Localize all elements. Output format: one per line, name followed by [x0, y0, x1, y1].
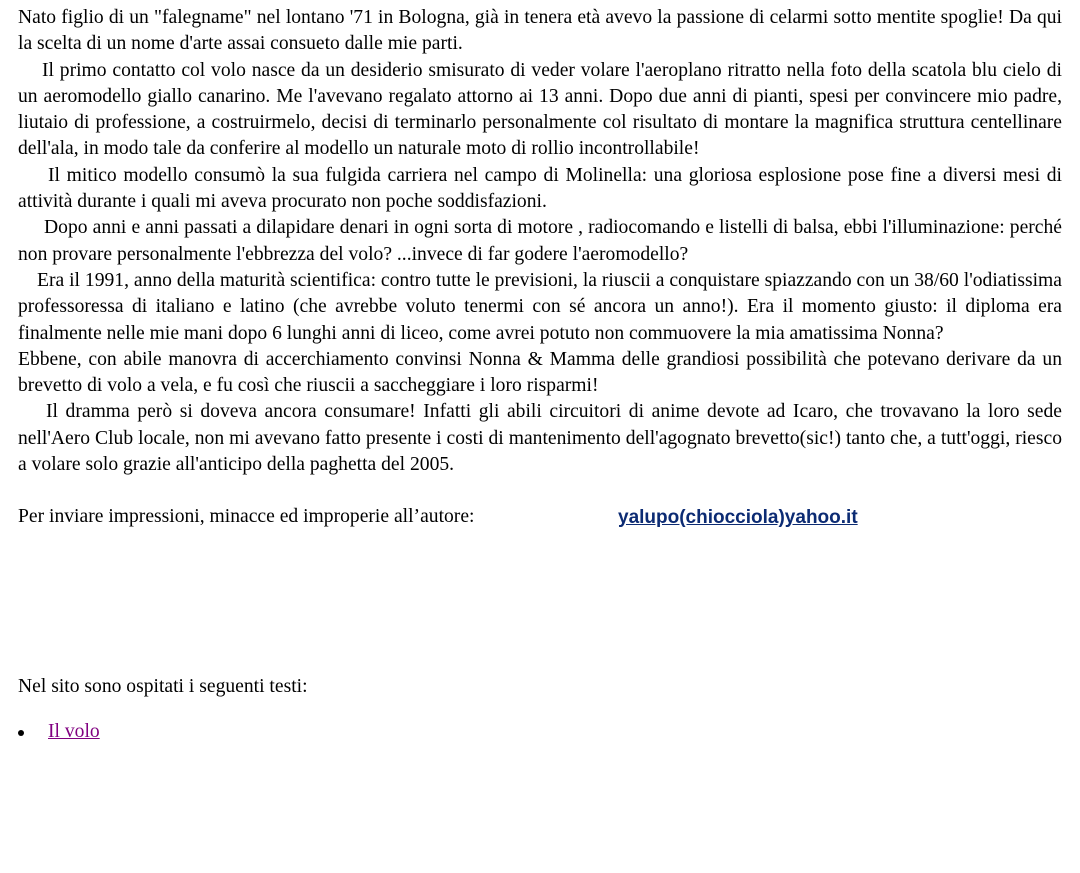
list-item — [18, 719, 100, 745]
bio-paragraph-7: Il dramma però si doveva ancora consumare! Infatti gli abili circuitori di anime devote ad Icaro, che trovavano la loro sede nell'Aero Club locale, non mi avevano fatto presente i costi di mantenimento dell'agognato brevetto(sic!) tanto che, a tutt'oggi, riesco a volare solo grazie all'anticipo della paghetta del 2005. — [18, 401, 1062, 476]
bullet-icon — [18, 730, 24, 736]
contact-label: Per inviare impressioni, minacce ed improperie all’autore: — [18, 506, 475, 528]
il-volo-link[interactable]: Il volo — [48, 721, 100, 742]
author-email-link[interactable]: yalupo(chiocciola)yahoo.it — [618, 507, 858, 529]
biography — [18, 5, 1062, 530]
contact-line — [18, 504, 1062, 530]
bio-paragraph-3: Il mitico modello consumò la sua fulgida carriera nel campo di Molinella: una gloriosa esplosione pose fine a diversi mesi di attività durante i quali mi aveva procurato non poche soddisfazioni. — [18, 164, 1062, 213]
bio-paragraph-4: Dopo anni e anni passati a dilapidare denari in ogni sorta di motore , radiocomando e listelli di balsa, ebbi l'illuminazione: perché non provare personalmente l'ebbrezza del volo? ...invece di far godere l'aeromodello? — [18, 217, 1062, 265]
bio-paragraph-5: Era il 1991, anno della maturità scientifica: contro tutte le previsioni, la riuscii a conquistare spiazzando con un 38/60 l'odiatissima professoressa di italiano e latino (che avrebbe voluto tenermi con sé ancora un anno!). Era il momento giusto: il diploma era finalmente nelle mie mani dopo 6 lunghi anni di liceo, come avrei potuto non commuovere la mia amatissima Nonna? — [18, 269, 1062, 344]
hosted-texts-list — [18, 719, 100, 745]
bio-paragraph-2: Il primo contatto col volo nasce da un desiderio smisurato di veder volare l'aeroplano ritratto nella foto della scatola blu cielo di un aeromodello giallo canarino. Me l'avevano regalato attorno ai 13 anni. Dopo due anni di pianti, spesi per convincere mio padre, liutaio di professione, a costruirmelo, decisi di terminarlo personalmente col risultato di montare la magnifica struttura centellinare dell'ala, in modo tale da conferire al modello un naturale moto di rollio incontrollabile! — [18, 59, 1062, 160]
hosted-texts-intro: Nel sito sono ospitati i seguenti testi: — [18, 676, 308, 697]
bio-paragraph-1: Nato figlio di un "falegname" nel lontano '71 in Bologna, già in tenera età avevo la passione di celarmi sotto mentite spoglie! Da qui la scelta di un nome d'arte assai consueto dalle mie parti. — [18, 7, 1062, 55]
bio-paragraph-6: Ebbene, con abile manovra di accerchiamento convinsi Nonna & Mamma delle grandiosi possibilità che potevano derivare da un brevetto di volo a vela, e fu così che riuscii a saccheggiare i loro risparmi! — [18, 348, 1062, 397]
